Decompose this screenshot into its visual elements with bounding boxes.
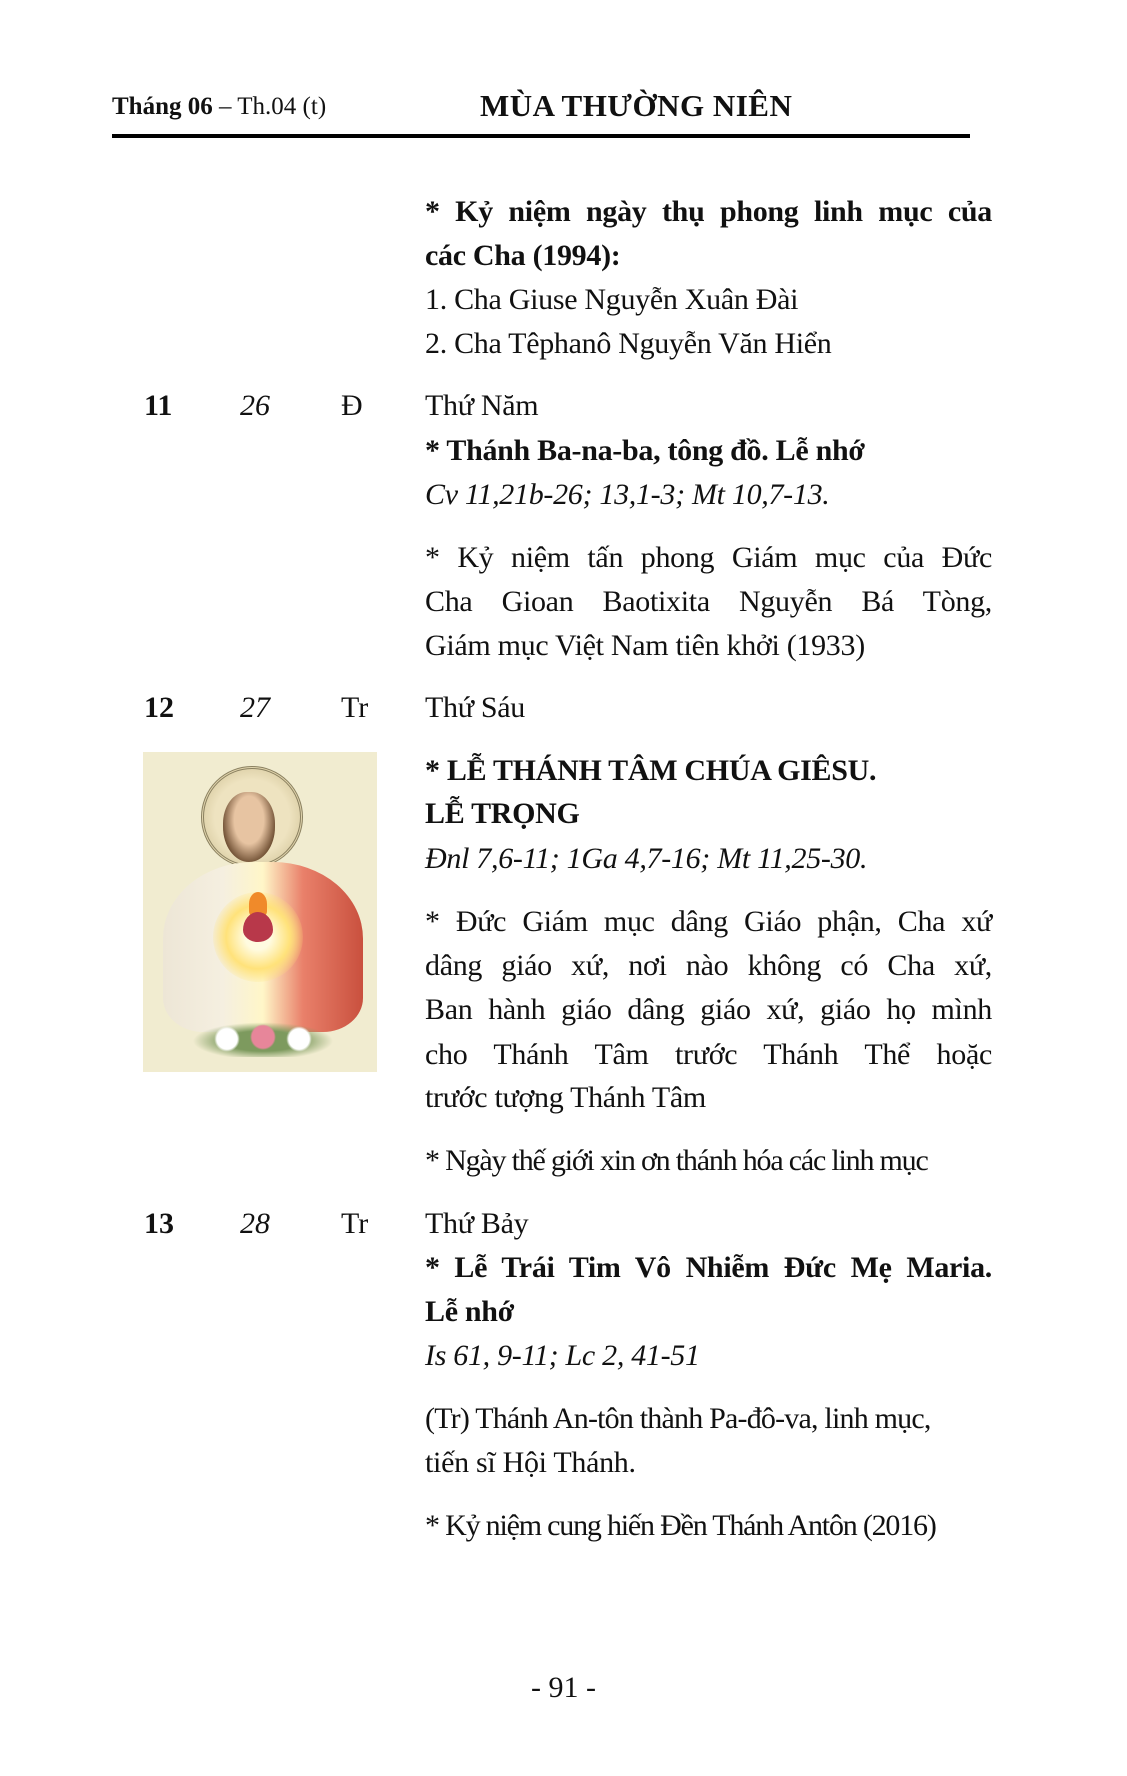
note-line: tiến sĩ Hội Thánh. (425, 1446, 636, 1479)
liturgical-color: Đ (341, 389, 363, 422)
note-line: các Cha (1994): (425, 239, 621, 272)
note-line: Giám mục Việt Nam tiên khởi (1933) (425, 629, 865, 662)
weekday: Thứ Bảy (425, 1207, 529, 1240)
lunar-day: 28 (240, 1207, 270, 1240)
season-title: MÙA THƯỜNG NIÊN (480, 88, 793, 123)
note-line: Ban hành giáo dâng giáo xứ, giáo họ mình (425, 993, 992, 1026)
feast-title: * Lễ Trái Tim Vô Nhiễm Đức Mẹ Maria. (425, 1251, 992, 1284)
feast-title: * Thánh Ba-na-ba, tông đồ. Lễ nhớ (425, 434, 865, 467)
header-month (112, 90, 326, 124)
header-rule (112, 134, 970, 138)
readings: Is 61, 9-11; Lc 2, 41-51 (425, 1339, 700, 1372)
note-line: trước tượng Thánh Tâm (425, 1081, 706, 1114)
note-line: * Kỷ niệm cung hiến Đền Thánh Antôn (2016) (425, 1509, 936, 1542)
liturgical-color: Tr (341, 1207, 369, 1240)
feast-title: Lễ nhớ (425, 1295, 515, 1328)
day-number: 13 (144, 1207, 174, 1240)
week-label: – Th.04 (t) (218, 93, 327, 120)
note-line: (Tr) Thánh An-tôn thành Pa-đô-va, linh mục, (425, 1402, 931, 1435)
feast-title: * LỄ THÁNH TÂM CHÚA GIÊSU. (425, 754, 877, 787)
lunar-day: 27 (240, 691, 270, 724)
note-line: Cha Gioan Baotixita Nguyễn Bá Tòng, (425, 585, 992, 618)
page-number: - 91 - (531, 1671, 596, 1704)
priest-item: 1. Cha Giuse Nguyễn Xuân Đài (425, 283, 799, 316)
weekday: Thứ Năm (425, 389, 539, 422)
note-line: dâng giáo xứ, nơi nào không có Cha xứ, (425, 949, 992, 982)
sacred-heart-image (143, 752, 377, 1072)
readings: Cv 11,21b-26; 13,1-3; Mt 10,7-13. (425, 478, 830, 511)
lunar-day: 26 (240, 389, 270, 422)
note-line: cho Thánh Tâm trước Thánh Thể hoặc (425, 1038, 992, 1071)
weekday: Thứ Sáu (425, 691, 525, 724)
liturgical-color: Tr (341, 691, 369, 724)
feast-title: LỄ TRỌNG (425, 797, 580, 830)
note-line: * Kỷ niệm ngày thụ phong linh mục của (425, 195, 992, 228)
day-number: 11 (144, 389, 173, 422)
priest-item: 2. Cha Têphanô Nguyễn Văn Hiển (425, 327, 832, 360)
day-number: 12 (144, 691, 174, 724)
note-line: * Đức Giám mục dâng Giáo phận, Cha xứ (425, 905, 992, 938)
readings: Đnl 7,6-11; 1Ga 4,7-16; Mt 11,25-30. (425, 842, 868, 875)
note-line: * Kỷ niệm tấn phong Giám mục của Đức (425, 541, 992, 574)
note-line: * Ngày thế giới xin ơn thánh hóa các linh mục (425, 1144, 928, 1177)
month-label: Tháng 06 (112, 93, 213, 120)
